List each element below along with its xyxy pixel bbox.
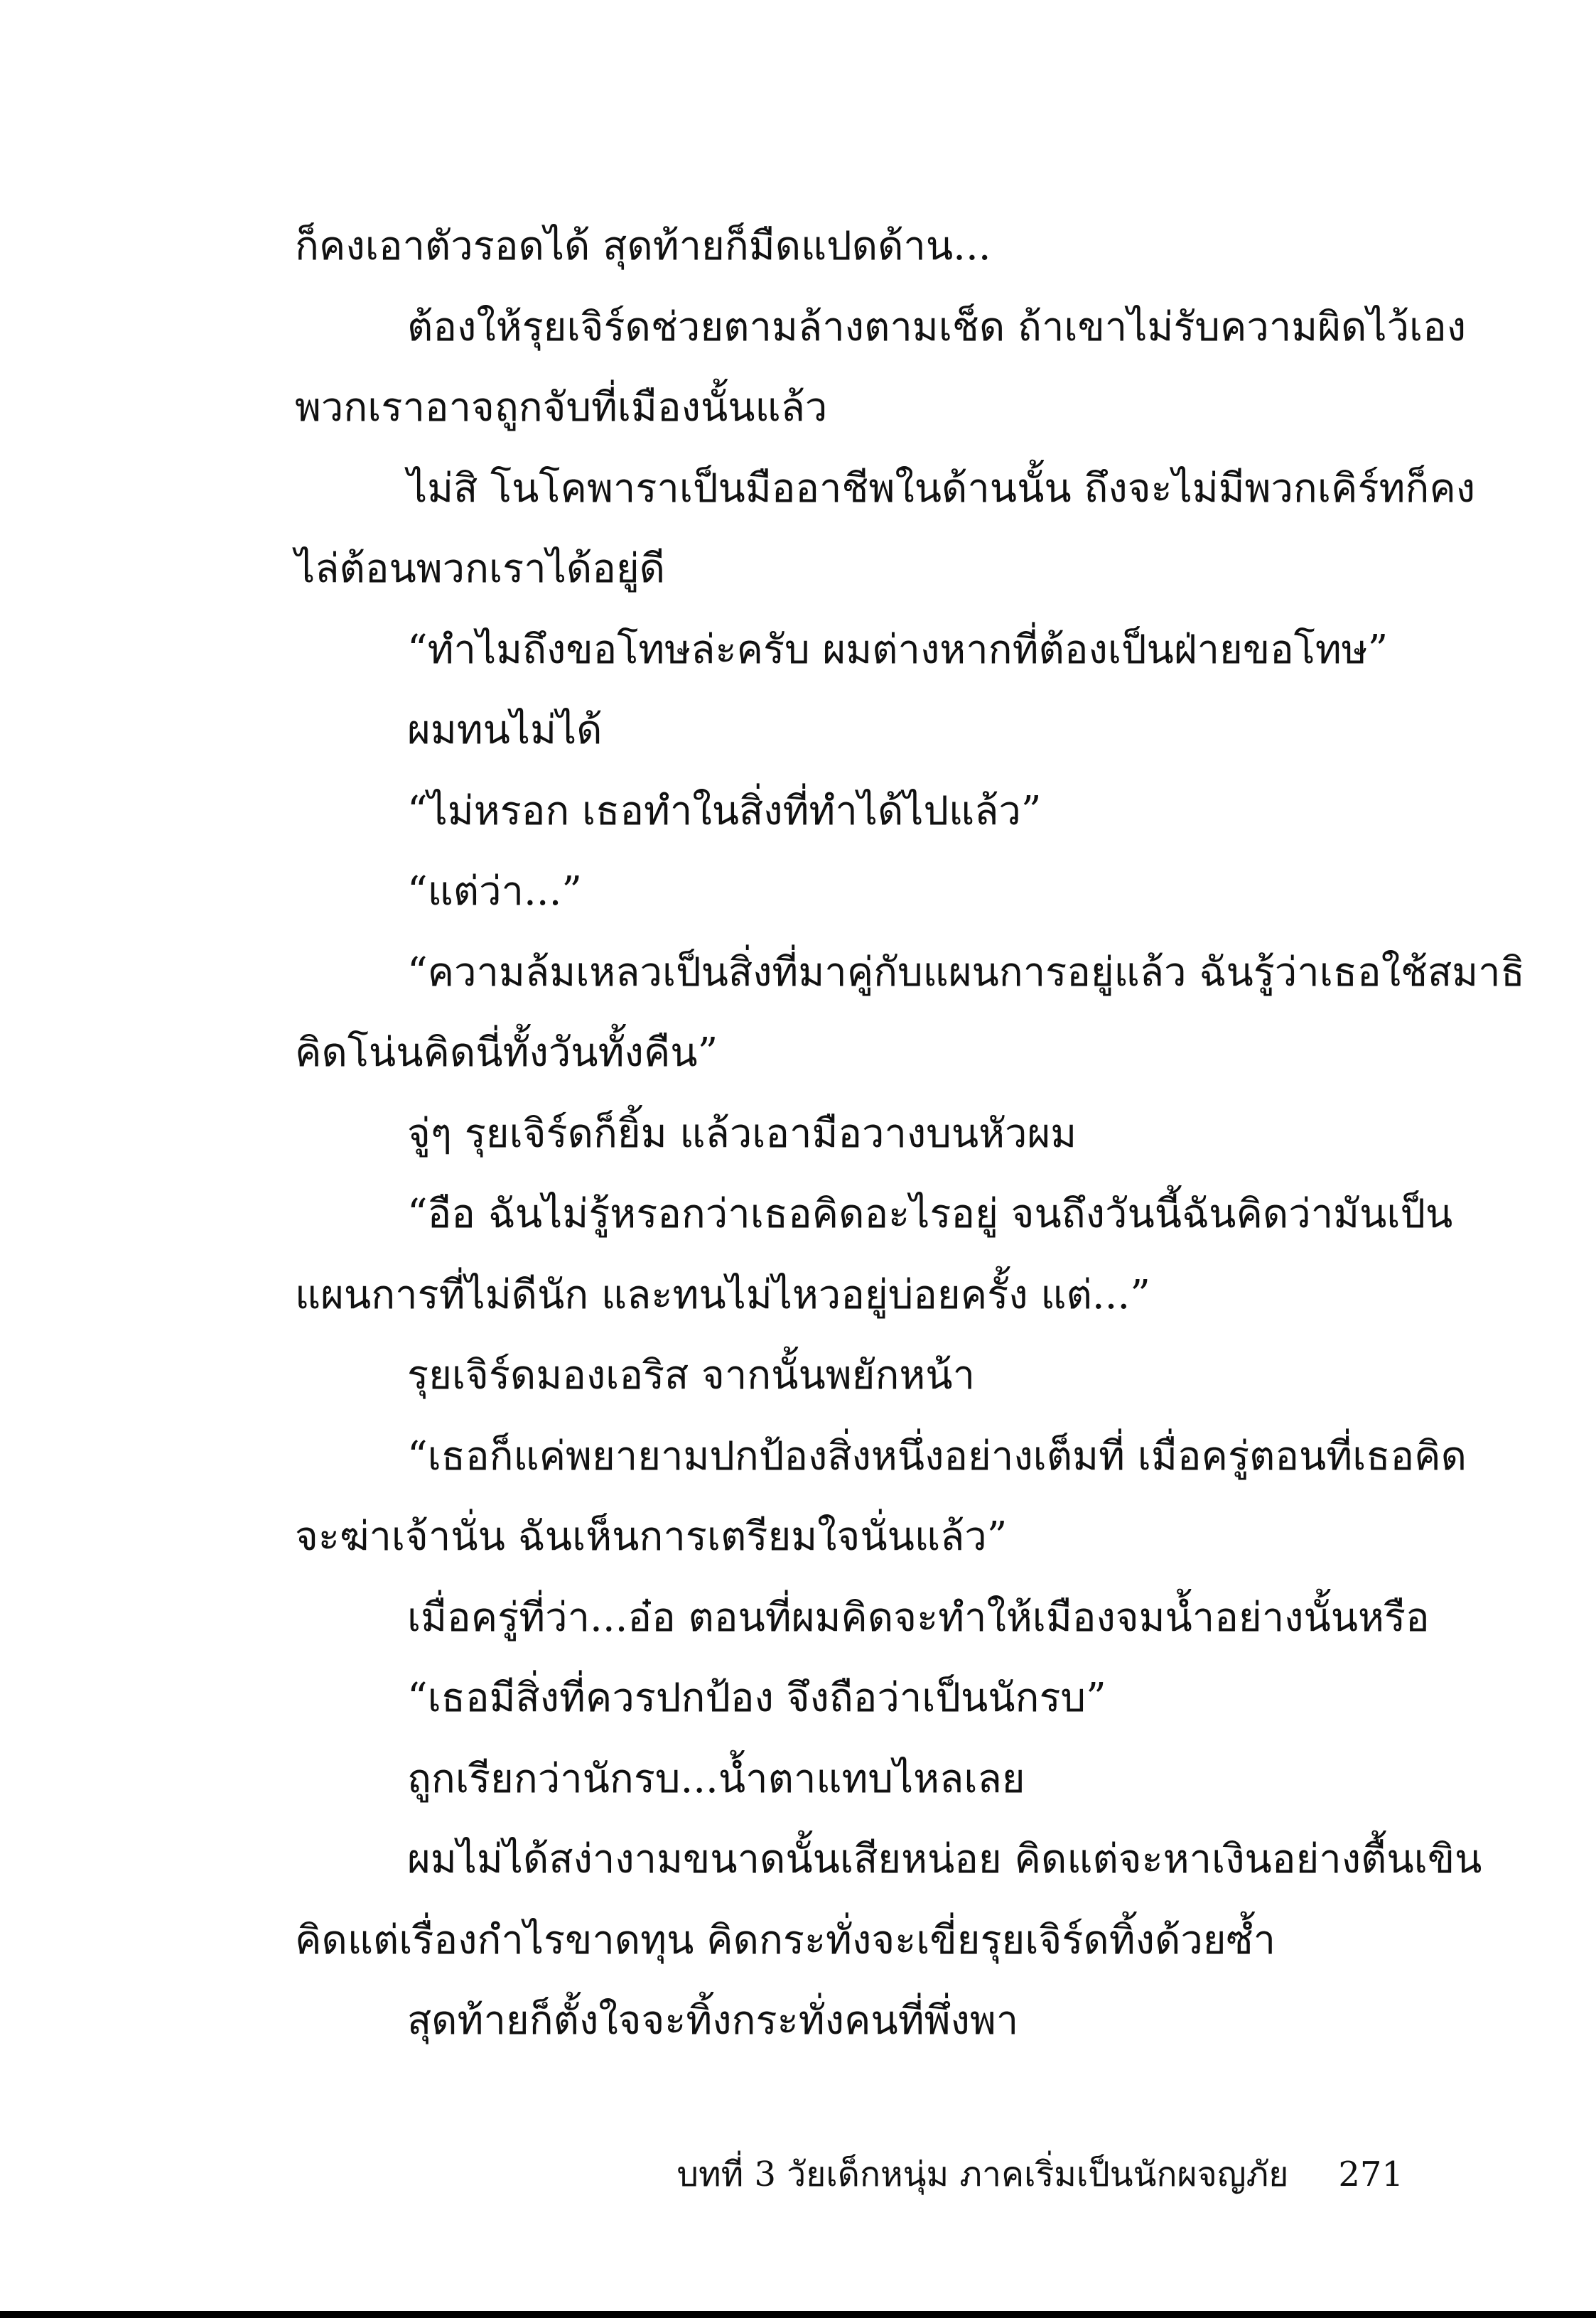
text-line: “ไม่หรอก เธอทำในสิ่งที่ทำได้ไปแล้ว”: [407, 787, 1042, 834]
text-line: พวกเราอาจถูกจับที่เมืองนั้นแล้ว: [295, 384, 828, 431]
text-line: “อือ ฉันไม่รู้หรอกว่าเธอคิดอะไรอยู่ จนถึงวันนี้ฉันคิดว่ามันเป็น: [407, 1191, 1453, 1237]
text-line: สุดท้ายก็ตั้งใจจะทิ้งกระทั่งคนที่พึ่งพา: [407, 1998, 1019, 2044]
body-text: [295, 206, 1525, 2061]
text-line: จู่ๆ รุยเจิร์ดก็ยิ้ม แล้วเอามือวางบนหัวผม: [407, 1110, 1077, 1157]
bottom-border: [0, 2311, 1596, 2318]
text-line: แผนการที่ไม่ดีนัก และทนไม่ไหวอยู่บ่อยครั้ง แต่...”: [295, 1271, 1150, 1318]
text-line: “ทำไมถึงขอโทษล่ะครับ ผมต่างหากที่ต้องเป็นฝ่ายขอโทษ”: [407, 626, 1389, 673]
text-line: คิดแต่เรื่องกำไรขาดทุน คิดกระทั่งจะเขี่ยรุยเจิร์ดทิ้งด้วยซ้ำ: [295, 1917, 1276, 1963]
text-line: “เธอก็แค่พยายามปกป้องสิ่งหนึ่งอย่างเต็มที่ เมื่อครู่ตอนที่เธอคิด: [407, 1433, 1467, 1479]
text-line: “เธอมีสิ่งที่ควรปกป้อง จึงถือว่าเป็นนักรบ”: [407, 1675, 1106, 1721]
text-line: ต้องให้รุยเจิร์ดช่วยตามล้างตามเช็ด ถ้าเขาไม่รับความผิดไว้เอง: [407, 303, 1467, 350]
text-line: ผมทนไม่ได้: [407, 707, 603, 753]
chapter-title: บทที่ 3 วัยเด็กหนุ่ม ภาคเริ่มเป็นนักผจญภัย: [676, 2155, 1289, 2194]
page-number: 271: [1338, 2155, 1403, 2194]
text-line: ก็คงเอาตัวรอดได้ สุดท้ายก็มืดแปดด้าน...: [295, 223, 991, 269]
text-line: “ความล้มเหลวเป็นสิ่งที่มาคู่กับแผนการอยู่แล้ว ฉันรู้ว่าเธอใช้สมาธิ: [407, 949, 1525, 996]
text-line: รุยเจิร์ดมองเอริส จากนั้นพยักหน้า: [407, 1352, 976, 1398]
text-line: ไม่สิ โนโคพาราเป็นมืออาชีพในด้านนั้น ถึงจะไม่มีพวกเคิร์ทก็คง: [407, 465, 1476, 512]
text-line: คิดโน่นคิดนี่ทั้งวันทั้งคืน”: [295, 1030, 718, 1076]
text-line: เมื่อครู่ที่ว่า...อ๋อ ตอนที่ผมคิดจะทำให้เมืองจมน้ำอย่างนั้นหรือ: [407, 1594, 1430, 1641]
text-line: ไล่ต้อนพวกเราได้อยู่ดี: [295, 546, 666, 592]
text-line: จะฆ่าเจ้านั่น ฉันเห็นการเตรียมใจนั่นแล้ว”: [295, 1514, 1008, 1560]
page-footer: [295, 2146, 1403, 2203]
text-line: ถูกเรียกว่านักรบ...น้ำตาแทบไหลเลย: [407, 1755, 1025, 1802]
text-line: “แต่ว่า...”: [407, 868, 583, 915]
text-line: ผมไม่ได้สง่างามขนาดนั้นเสียหน่อย คิดแต่จะหาเงินอย่างตื้นเขิน: [407, 1836, 1482, 1882]
